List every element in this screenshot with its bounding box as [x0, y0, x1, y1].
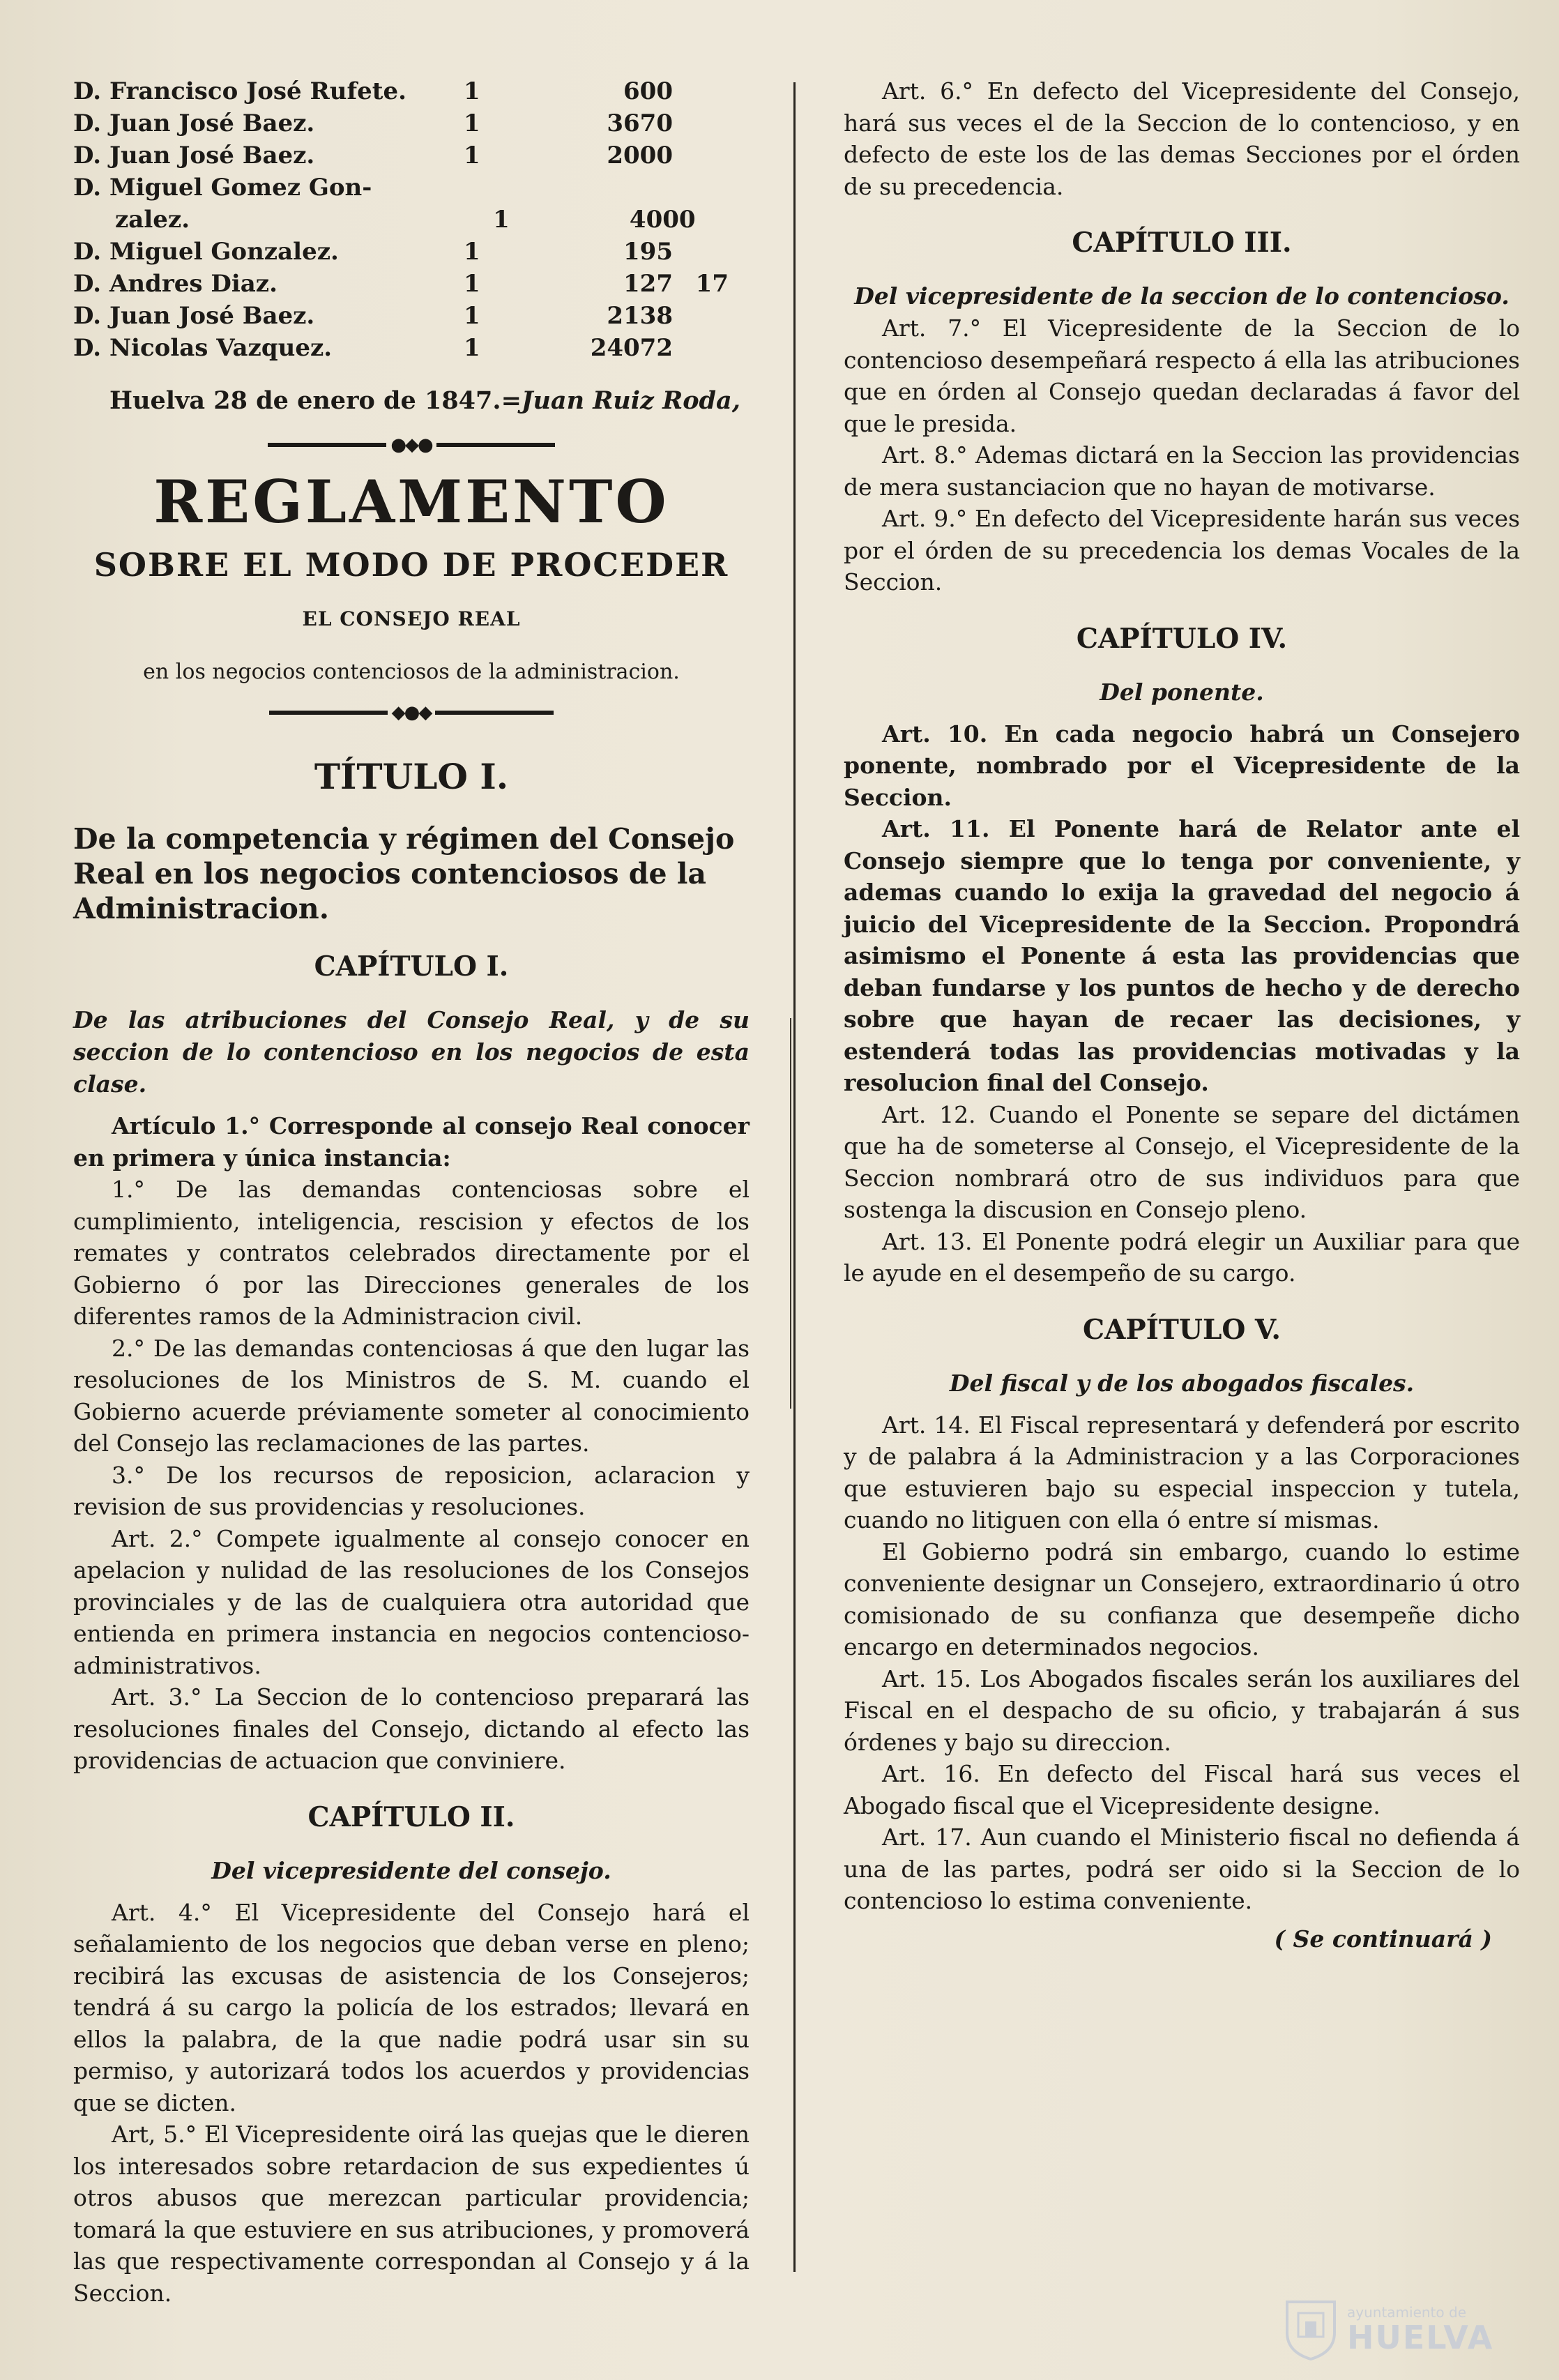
- capitulo-1-subtitle: De las atribuciones del Consejo Real, y de su seccion de lo contencioso en los negocios de esta clase.: [73, 1006, 750, 1098]
- article-9: Art. 9.° En defecto del Vicepresidente harán sus veces por el órden de su precedencia los demas Vocales de la Seccion.: [844, 505, 1520, 596]
- creditor-qty: 1: [464, 302, 480, 330]
- signature-place-date: Huelva 28 de enero de 1847.=: [109, 386, 522, 415]
- article-3: Art. 3.° La Seccion de lo contencioso preparará las resoluciones finales del Consejo, dictando al efecto las providencias de actuacion que conviniere.: [73, 1683, 750, 1774]
- continued-note: ( Se continuará ): [1274, 1925, 1492, 1953]
- list-row: [73, 172, 750, 204]
- creditor-cents: [673, 300, 729, 332]
- article-1-item-3: 3.° De los recursos de reposicion, aclaracion y revision de sus providencias y resoluciones.: [73, 1461, 750, 1520]
- capitulo-1-heading: CAPÍTULO I.: [314, 950, 509, 983]
- list-row: [73, 268, 750, 300]
- article-4: Art. 4.° El Vicepresidente del Consejo hará el señalamiento de los negocios que deban verse en pleno; recibirá las excusas de asistencia de los Consejeros; tendrá á su cargo la policía de los estrados; llevará en ellos la palabra, de la que nadie podrá usar sin su permiso, y autorizará todos los acuerdos y providencias que se dicten.: [73, 1898, 750, 2116]
- creditor-cents: [696, 204, 750, 236]
- shield-icon: [1283, 2298, 1339, 2360]
- article-12: Art. 12. Cuando el Ponente se separe del dictámen que ha de someterse al Consejo, el Vicepresidente de la Seccion nombrará otro de sus individuos para que sostenga la discusion en Consejo pleno.: [844, 1100, 1520, 1223]
- list-row: [73, 204, 750, 236]
- article-1-item-2: 2.° De las demandas contenciosas á que den lugar las resoluciones de los Ministros de S. M. cuando el Gobierno acuerde préviamente someter al conocimiento del Consejo las reclamaciones de las partes.: [73, 1334, 750, 1457]
- creditor-name: D. Miguel Gomez Gon-: [73, 174, 372, 202]
- article-11: Art. 11. El Ponente hará de Relator ante el Consejo siempre que lo tenga por conveniente, y ademas cuando lo exija la gravedad del negocio á juicio del Vicepresidente de la Seccion. Propondrá asimismo el Ponente á esta las providencias que deban fundarse y los puntos de hecho y de derecho sobre que hayan de recaer las decisiones, y estenderá todas las providencias motivadas y la resolucion final del Consejo.: [844, 815, 1520, 1096]
- article-1: Artículo 1.° Corresponde al consejo Real conocer en primera y única instancia:: [73, 1112, 750, 1172]
- reglamento-line3: en los negocios contenciosos de la administracion.: [143, 660, 680, 684]
- watermark-top: ayuntamiento de: [1347, 2304, 1466, 2321]
- capitulo-3-subtitle: Del vicepresidente de la seccion de lo contencioso.: [854, 282, 1509, 310]
- capitulo-5-subtitle: Del fiscal y de los abogados fiscales.: [949, 1369, 1415, 1397]
- ornament-divider: ●◆●: [73, 431, 750, 459]
- creditor-cents: [673, 107, 729, 139]
- list-row: [73, 139, 750, 172]
- creditor-qty: 1: [464, 238, 480, 266]
- creditor-name: D. Nicolas Vazquez.: [73, 334, 333, 362]
- creditor-amount: 24072: [590, 334, 673, 362]
- creditor-name: D. Juan José Baez.: [73, 302, 315, 330]
- list-row: [73, 300, 750, 332]
- capitulo-2-subtitle: Del vicepresidente del consejo.: [211, 1856, 611, 1884]
- creditor-amount: 127: [623, 270, 673, 298]
- creditor-amount: 4000: [629, 206, 696, 234]
- creditor-cents: [673, 172, 729, 204]
- list-row: [73, 236, 750, 268]
- capitulo-3-heading: CAPÍTULO III.: [1072, 227, 1292, 259]
- huelva-watermark: [1283, 2294, 1513, 2364]
- capitulo-4-heading: CAPÍTULO IV.: [1076, 622, 1288, 655]
- article-5: Art, 5.° El Vicepresidente oirá las quejas que le dieren los interesados sobre retardacion de sus expedientes ú otros abusos que merezcan particular providencia; tomará la que estuviere en sus atribuciones, y promoverá las que respectivamente correspondan al Consejo y á la Seccion.: [73, 2121, 750, 2307]
- left-column: [73, 75, 750, 2309]
- creditor-list: [73, 75, 750, 364]
- creditor-name: zalez.: [115, 206, 190, 234]
- article-14: Art. 14. El Fiscal representará y defenderá por escrito y de palabra á la Administracion y a las Corporaciones que estuvieren bajo su especial inspeccion y tutela, cuando no litiguen con ella ó entre sí mismas.: [844, 1411, 1520, 1533]
- article-14-paragraph-2: El Gobierno podrá sin embargo, cuando lo estime conveniente designar un Consejero, extraordinario ú otro comisionado de su confianza que desempeñe dicho encargo en determinados negocios.: [844, 1538, 1520, 1660]
- creditor-cents: [673, 332, 729, 364]
- column-divider: [793, 82, 796, 2272]
- creditor-qty: 1: [464, 109, 480, 137]
- watermark-name: HUELVA: [1347, 2319, 1494, 2356]
- creditor-amount: 3670: [607, 109, 673, 137]
- article-1-item-1: 1.° De las demandas contenciosas sobre el cumplimiento, inteligencia, rescision y efectos de los remates y contratos celebrados directamente por el Gobierno ó por las Direcciones generales de los diferentes ramos de la Administracion civil.: [73, 1176, 750, 1330]
- article-2: Art. 2.° Compete igualmente al consejo conocer en apelacion y nulidad de las resoluciones de los Consejos provinciales y de las de cualquiera otra autoridad que entienda en primera instancia en negocios contencioso-administrativos.: [73, 1524, 750, 1679]
- creditor-amount: 2000: [607, 142, 673, 169]
- article-10: Art. 10. En cada negocio habrá un Consejero ponente, nombrado por el Vicepresidente de la Seccion.: [844, 720, 1520, 811]
- ornament-divider-2: ◆●◆: [73, 699, 750, 727]
- article-8: Art. 8.° Ademas dictará en la Seccion las providencias de mera sustanciacion que no hayan de motivarse.: [844, 441, 1520, 501]
- signature-name: Juan Ruiz Roda,: [521, 386, 740, 415]
- reglamento-subtitle: SOBRE EL MODO DE PROCEDER: [93, 546, 729, 584]
- creditor-cents: [673, 236, 729, 268]
- creditor-qty: [464, 172, 533, 204]
- article-16: Art. 16. En defecto del Fiscal hará sus veces el Abogado fiscal que el Vicepresidente designe.: [844, 1760, 1520, 1819]
- reglamento-title: REGLAMENTO: [153, 467, 669, 536]
- creditor-name: D. Miguel Gonzalez.: [73, 238, 339, 266]
- creditor-name: D. Francisco José Rufete.: [73, 77, 406, 105]
- creditor-amount: 195: [623, 238, 673, 266]
- list-row: [73, 332, 750, 364]
- creditor-qty: 1: [464, 270, 480, 298]
- capitulo-2-heading: CAPÍTULO II.: [307, 1801, 515, 1833]
- capitulo-5-heading: CAPÍTULO V.: [1083, 1313, 1281, 1346]
- article-7: Art. 7.° El Vicepresidente de la Seccion de lo contencioso desempeñará respecto á ella las atribuciones que en órden al Consejo quedan declaradas á favor del que le presida.: [844, 314, 1520, 437]
- titulo-text: De la competencia y régimen del Consejo Real en los negocios contenciosos de la Administracion.: [73, 822, 735, 925]
- article-6: Art. 6.° En defecto del Vicepresidente del Consejo, hará sus veces el de la Seccion de lo contencioso, y en defecto de este los de las demas Secciones por el órden de su precedencia.: [844, 77, 1520, 200]
- reglamento-line2: EL CONSEJO REAL: [302, 607, 521, 630]
- article-17: Art. 17. Aun cuando el Ministerio fiscal no defienda á una de las partes, podrá ser oido si la Seccion de lo contencioso lo estima conveniente.: [844, 1824, 1520, 1914]
- capitulo-4-subtitle: Del ponente.: [1100, 678, 1264, 706]
- creditor-amount: 600: [623, 77, 673, 105]
- creditor-cents: [673, 139, 729, 172]
- creditor-qty: 1: [464, 142, 480, 169]
- creditor-name: D. Andres Diaz.: [73, 270, 277, 298]
- creditor-qty: 1: [464, 77, 480, 105]
- list-row: [73, 75, 750, 107]
- list-row: [73, 107, 750, 139]
- creditor-qty: 1: [493, 206, 510, 234]
- creditor-amount: 2138: [607, 302, 673, 330]
- article-13: Art. 13. El Ponente podrá elegir un Auxiliar para que le ayude en el desempeño de su cargo.: [844, 1227, 1520, 1287]
- creditor-qty: 1: [464, 334, 480, 362]
- column-divider-secondary: [790, 1018, 791, 1409]
- right-column: [844, 75, 1520, 1953]
- creditor-amount: [533, 172, 673, 204]
- article-15: Art. 15. Los Abogados fiscales serán los auxiliares del Fiscal en el despacho de su oficio, y trabajarán á sus órdenes y bajo su direccion.: [844, 1665, 1520, 1756]
- signature-line: [73, 384, 750, 418]
- titulo-heading: TÍTULO I.: [314, 756, 509, 797]
- creditor-cents: 17: [695, 270, 729, 298]
- creditor-name: D. Juan José Baez.: [73, 109, 315, 137]
- creditor-name: D. Juan José Baez.: [73, 142, 315, 169]
- creditor-cents: [673, 75, 729, 107]
